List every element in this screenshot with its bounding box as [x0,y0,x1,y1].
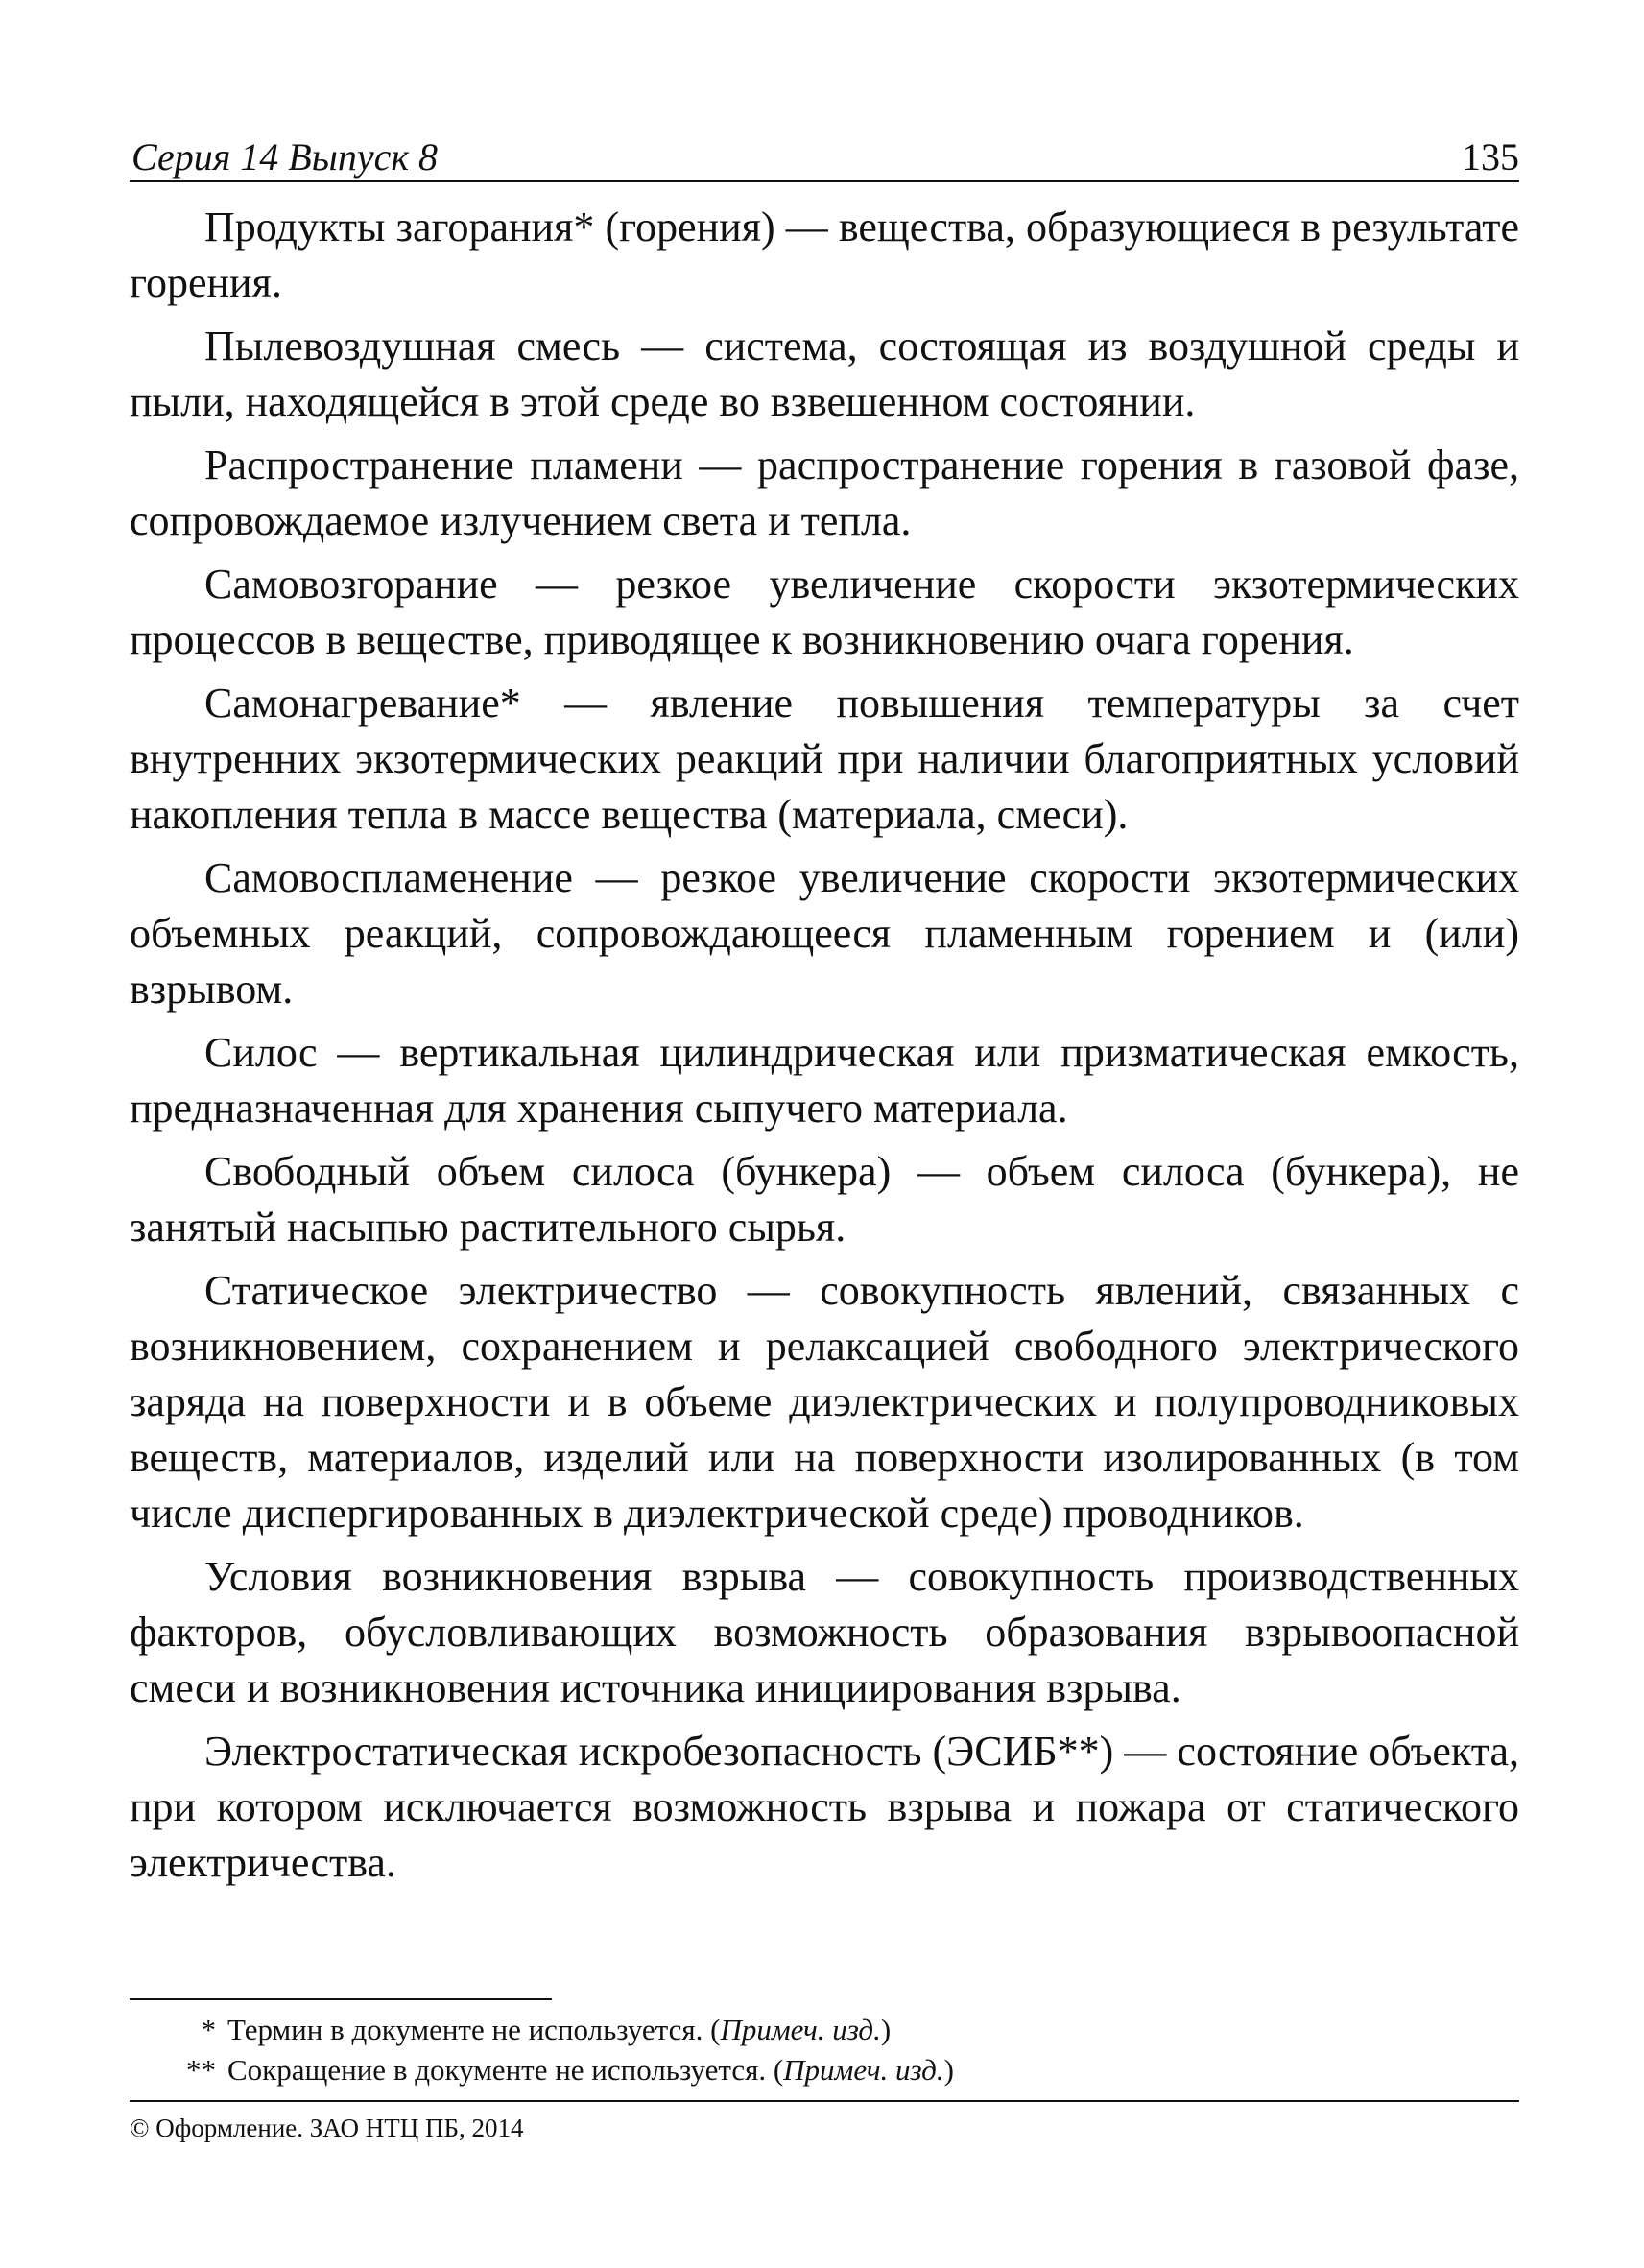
definition-text: — явление повышения температуры за счет внутренних экзотермических реакций при наличии благоприятных условий накопления тепла в массе вещества (материала, смеси). [130,680,1519,838]
footnote-text: Термин в документе не используется. ( [227,2013,721,2046]
definition-silo [130,1025,1519,1136]
footnote-term-not-used [130,2010,1519,2050]
bottom-divider [130,2100,1519,2102]
page-number: 135 [1462,135,1519,179]
definition-flame-propagation [130,438,1519,549]
footnote-marker: * [201,2013,216,2046]
definitions-list [130,200,1519,1898]
running-header [130,125,1519,182]
definition-dust-air-mixture [130,319,1519,430]
definition-text: — распространение горения в газовой фазе, сопровождаемое излучением света и тепла. [130,442,1519,544]
series-label: Серия 14 Выпуск 8 [131,135,439,179]
footnote-text: Сокращение в документе не используется. ( [227,2053,784,2087]
definition-spontaneous-combustion [130,557,1519,668]
definition-term: Самовоспламенение [204,854,573,901]
footnote-editor-note: Примеч. изд. [720,2013,881,2046]
definition-static-electricity [130,1263,1519,1541]
footnote-marker: ** [186,2053,216,2087]
definition-text: — состояние объекта, при котором исключается возможность взрыва и пожара от статического электричества. [130,1728,1519,1886]
definition-text: — резкое увеличение скорости экзотермических процессов в веществе, приводящее к возникновению очага горения. [130,561,1519,663]
definition-text: — совокупность производственных факторов, обусловливающих возможность образования взрывоопасной смеси и возникновения источника инициирования взрыва. [130,1553,1519,1711]
footnote-abbreviation-not-used [130,2050,1519,2090]
definition-term: Продукты загорания* [204,203,595,251]
footnote-divider [130,1998,552,2000]
definition-term: Силос [204,1029,318,1076]
definition-free-silo-volume [130,1144,1519,1255]
definition-term: Самонагревание* [204,680,521,727]
definition-term: Статическое электричество [204,1267,718,1314]
definition-term: Самовозгорание [204,561,498,608]
definition-text: — совокупность явлений, связанных с возникновением, сохранением и релаксацией свободного электрического заряда на поверхности и в объеме диэлектрических и полупроводниковых веществ, материалов, изделий или на поверхности изолированных (в том числе диспергированных в диэлектрической среде) проводников. [130,1267,1519,1537]
definition-text: — объем силоса (бункера), не занятый насыпью растительного сырья. [130,1148,1519,1251]
definition-term: Электростатическая искробезопасность (ЭСИБ**) [204,1728,1114,1775]
definition-explosion-conditions [130,1549,1519,1716]
footnotes [130,2010,1519,2090]
definition-text: — вертикальная цилиндрическая или призматическая емкость, предназначенная для хранения сыпучего материала. [130,1029,1519,1132]
definition-term: Распространение пламени [204,442,683,489]
definition-text: (горения) — вещества, образующиеся в результате горения. [130,203,1519,306]
definition-term: Свободный объем силоса (бункера) [204,1148,892,1195]
definition-self-ignition [130,850,1519,1017]
copyright-notice: © Оформление. ЗАО НТЦ ПБ, 2014 [130,2113,524,2142]
definition-text: — резкое увеличение скорости экзотермических объемных реакций, сопровождающееся пламенным горением и (или) взрывом. [130,854,1519,1013]
definition-electrostatic-spark-safety [130,1724,1519,1891]
footnote-editor-note: Примеч. изд. [783,2053,944,2087]
definition-combustion-products [130,200,1519,311]
definition-term: Условия возникновения взрыва [204,1553,807,1600]
definition-text: — система, состоящая из воздушной среды и пыли, находящейся в этой среде во взвешенном состоянии. [130,322,1519,425]
definition-self-heating [130,676,1519,843]
footnote-close: ) [880,2013,892,2046]
footnote-close: ) [943,2053,954,2087]
definition-term: Пылевоздушная смесь [204,322,621,370]
